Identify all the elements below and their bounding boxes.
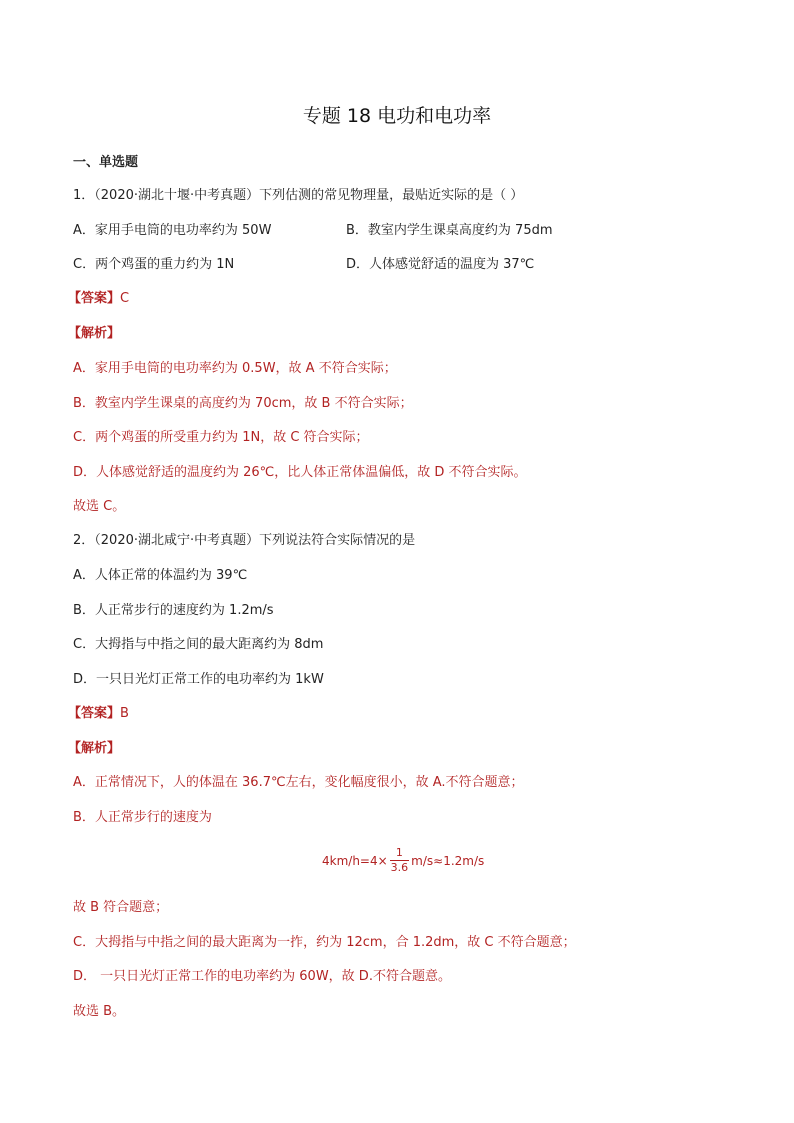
q1-answer [68,290,129,308]
q1-analysis-c: C．两个鸡蛋的所受重力约为 1N，故 C 符合实际； [73,430,369,445]
formula-right: m/s≈1.2m/s [411,853,485,868]
q1-stem: 1．（2020·湖北十堰·中考真题）下列估测的常见物理量，最贴近实际的是（ ） [73,188,524,203]
q1-answer-value: C [120,291,130,306]
q1-option-b: B．教室内学生课桌高度约为 75dm [346,223,553,238]
fraction-numerator: 1 [395,846,403,859]
q1-analysis-tag: 【解析】 [68,326,121,341]
q1-analysis-d: D．人体感觉舒适的温度约为 26℃，比人体正常体温偏低，故 D 不符合实际。 [73,465,527,480]
q2-answer-value: B [120,706,129,721]
q2-conclusion: 故选 B。 [73,1004,126,1019]
speed-formula [322,846,484,875]
q2-analysis-c: C．大拇指与中指之间的最大距离为一拃，约为 12cm，合 1.2dm，故 C 不符合题意； [73,935,576,950]
q2-option-d: D．一只日光灯正常工作的电功率约为 1kW [73,672,324,687]
q2-stem: 2．（2020·湖北咸宁·中考真题）下列说法符合实际情况的是 [73,533,416,548]
section-heading: 一、单选题 [73,155,139,170]
fraction-denominator: 3.6 [390,861,409,874]
q2-answer [68,705,129,723]
q2-analysis-b: B．人正常步行的速度为 [73,810,212,825]
q1-analysis-b: B．教室内学生课桌的高度约为 70cm，故 B 不符合实际； [73,396,413,411]
formula-left: 4km/h=4× [322,853,388,868]
q2-answer-tag: 【答案】 [68,706,121,721]
q1-option-d: D．人体感觉舒适的温度为 37℃ [346,257,535,272]
q1-option-a: A．家用手电筒的电功率约为 50W [73,223,272,238]
page-title: 专题 18 电功和电功率 [302,105,492,127]
q2-option-c: C．大拇指与中指之间的最大距离约为 8dm [73,637,324,652]
q2-analysis-a: A．正常情况下，人的体温在 36.7℃左右，变化幅度很小，故 A.不符合题意； [73,775,524,790]
formula-fraction [390,846,410,875]
q1-conclusion: 故选 C。 [73,499,126,514]
q1-option-c: C．两个鸡蛋的重力约为 1N [73,257,235,272]
q2-option-b: B．人正常步行的速度约为 1.2m/s [73,603,274,618]
q2-analysis-d: D． 一只日光灯正常工作的电功率约为 60W，故 D.不符合题意。 [73,969,451,984]
q1-analysis-a: A．家用手电筒的电功率约为 0.5W，故 A 不符合实际； [73,361,397,376]
q2-analysis-b-result: 故 B 符合题意； [73,900,169,915]
q1-answer-tag: 【答案】 [68,291,121,306]
q2-analysis-tag: 【解析】 [68,741,121,756]
q2-option-a: A．人体正常的体温约为 39℃ [73,568,248,583]
